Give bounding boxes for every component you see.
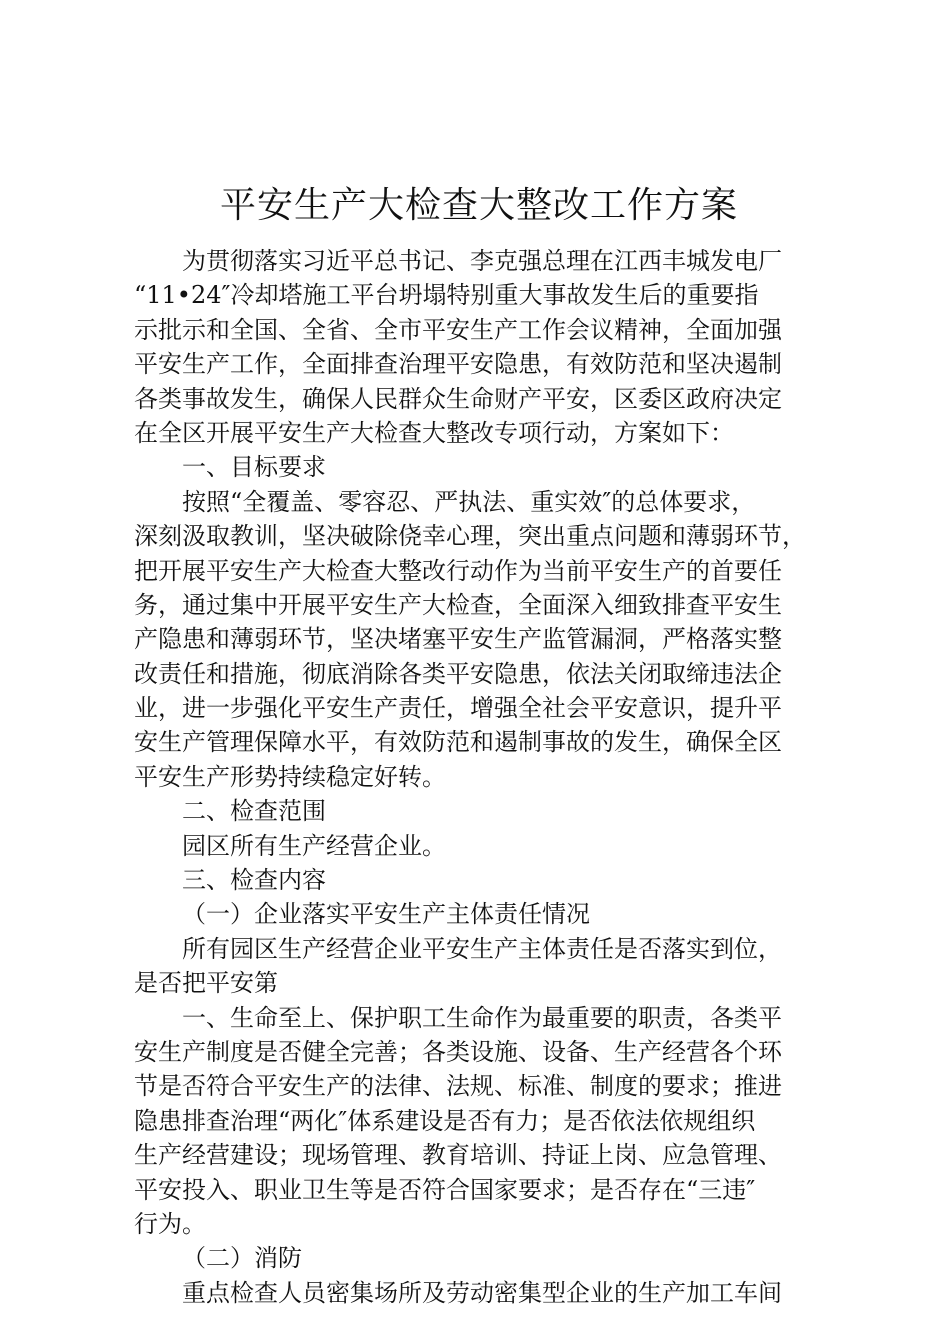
- body-line: 生产经营建设；现场管理、教育培训、持证上岗、应急管理、: [134, 1141, 782, 1170]
- body-line: 三、检查内容: [182, 866, 326, 895]
- body-line: 一、生命至上、保护职工生命作为最重要的职责，各类平: [182, 1003, 782, 1032]
- body-line: 深刻汲取教训，坚决破除侥幸心理，突出重点问题和薄弱环节，: [134, 522, 806, 551]
- body-line: 各类事故发生，确保人民群众生命财产平安，区委区政府决定: [134, 384, 782, 413]
- body-line: （一）企业落实平安生产主体责任情况: [182, 900, 590, 929]
- body-line: 把开展平安生产大检查大整改行动作为当前平安生产的首要任: [134, 556, 782, 585]
- document-title: 平安生产大检查大整改工作方案: [219, 185, 738, 226]
- body-line: 示批示和全国、全省、全市平安生产工作会议精神，全面加强: [134, 315, 782, 344]
- body-line: 行为。: [134, 1209, 206, 1238]
- body-line: 按照“全覆盖、零容忍、严执法、重实效″的总体要求，: [182, 487, 756, 516]
- body-line: 平安投入、职业卫生等是否符合国家要求；是否存在“三违″: [134, 1175, 756, 1204]
- body-line: 安生产制度是否健全完善；各类设施、设备、生产经营各个环: [134, 1037, 782, 1066]
- body-line: 在全区开展平安生产大检查大整改专项行动，方案如下：: [134, 418, 734, 447]
- body-line: 业，进一步强化平安生产责任，增强全社会平安意识，提升平: [134, 694, 782, 723]
- body-line: 节是否符合平安生产的法律、法规、标准、制度的要求；推进: [134, 1072, 782, 1101]
- document-page: [134, 178, 824, 1310]
- body-line: 二、检查范围: [182, 797, 326, 826]
- body-line: 是否把平安第: [134, 969, 278, 998]
- body-line: 平安生产工作，全面排查治理平安隐患，有效防范和坚决遏制: [134, 350, 782, 379]
- body-line: “11•24″冷却塔施工平台坍塌特别重大事故发生后的重要指: [134, 281, 759, 310]
- body-line: （二）消防: [182, 1244, 302, 1273]
- body-line: 为贯彻落实习近平总书记、李克强总理在江西丰城发电厂: [182, 247, 782, 275]
- body-line: 隐患排查治理“两化″体系建设是否有力；是否依法依规组织: [134, 1106, 756, 1135]
- body-line: 所有园区生产经营企业平安生产主体责任是否落实到位，: [182, 934, 782, 963]
- body-line: 改责任和措施，彻底消除各类平安隐患，依法关闭取缔违法企: [134, 659, 782, 688]
- body-line: 园区所有生产经营企业。: [182, 831, 446, 860]
- body-line: 安生产管理保障水平，有效防范和遏制事故的发生，确保全区: [134, 728, 782, 757]
- body-line: 重点检查人员密集场所及劳动密集型企业的生产加工车间: [182, 1278, 782, 1307]
- body-line: 平安生产形势持续稳定好转。: [134, 762, 446, 791]
- body-line: 一、目标要求: [182, 453, 326, 482]
- body-line: 产隐患和薄弱环节，坚决堵塞平安生产监管漏洞，严格落实整: [134, 625, 782, 654]
- body-line: 务，通过集中开展平安生产大检查，全面深入细致排查平安生: [134, 590, 782, 619]
- document-body: [134, 244, 824, 1310]
